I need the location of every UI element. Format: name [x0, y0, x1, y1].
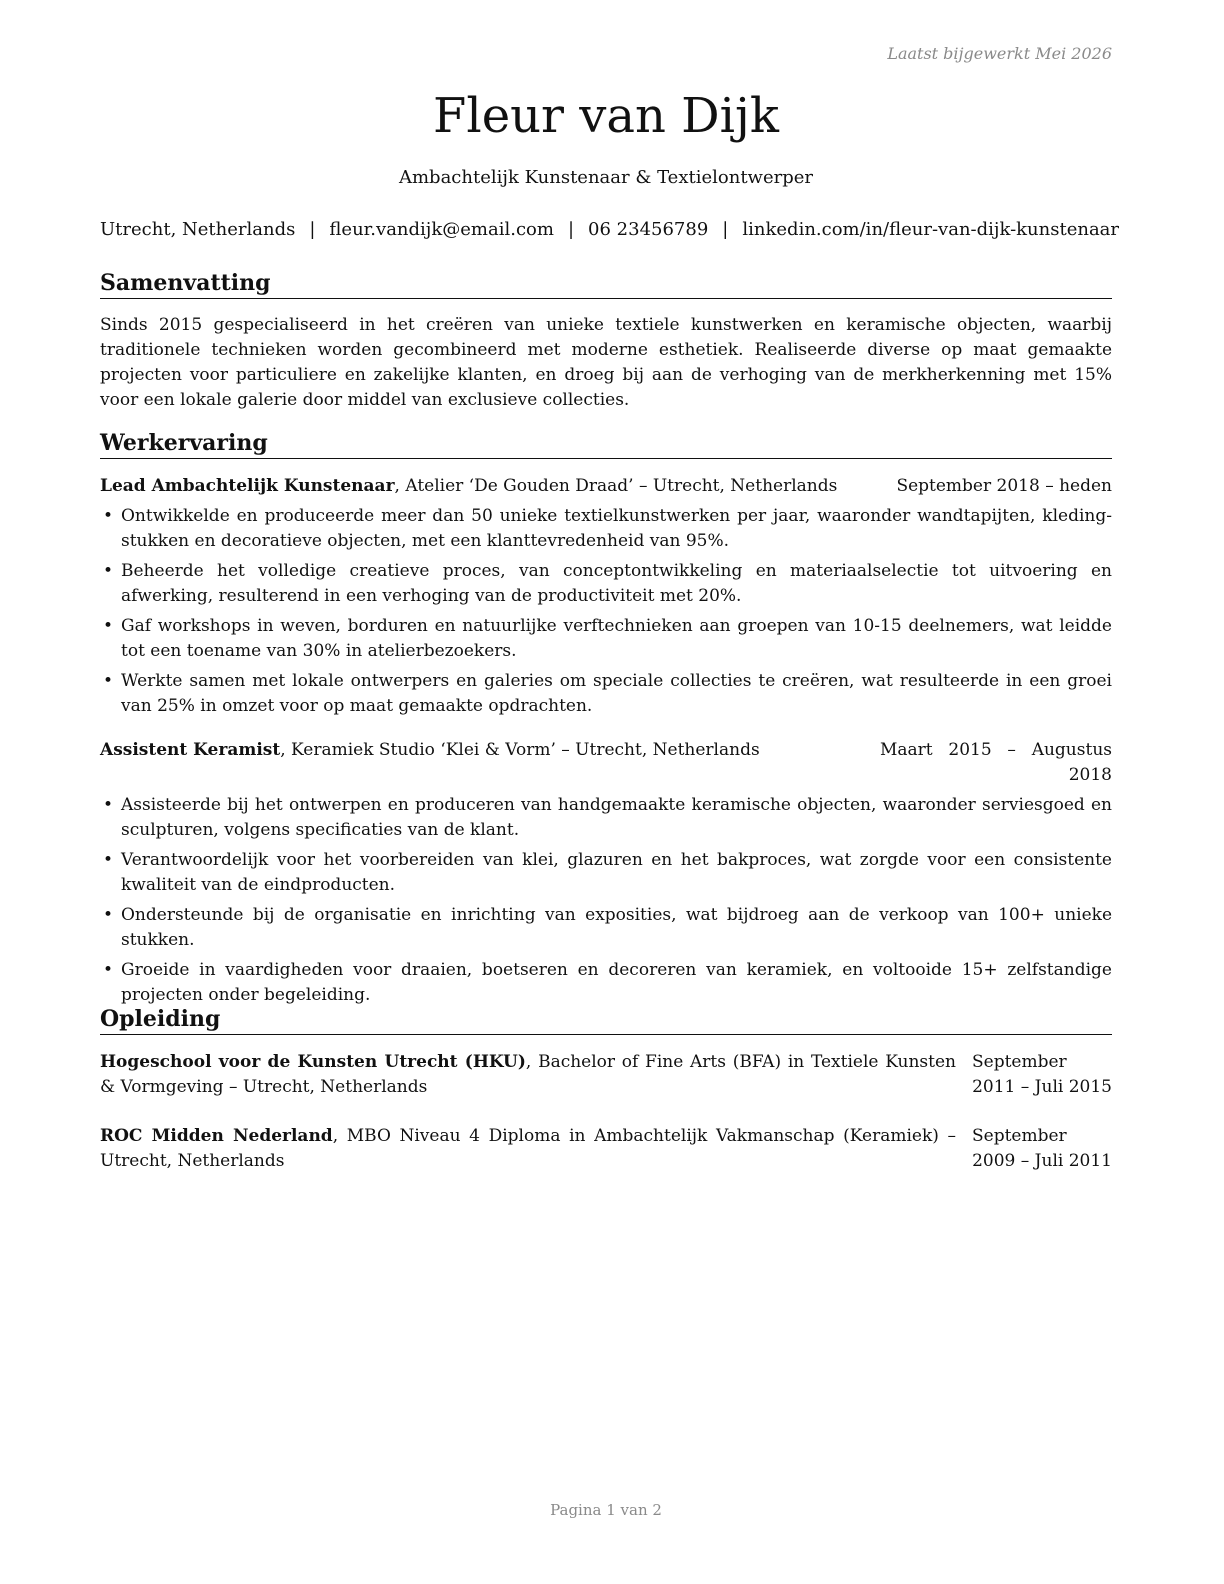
bullet-icon: • — [103, 671, 114, 691]
page-number: Pagina 1 van 2 — [550, 1501, 662, 1519]
summary-text: Sinds 2015 gespecialiseerd in het creëren van unieke textiele kunstwerken en keramische objecten, waarbij traditionele technieken worden gecombineerd met moderne esthetiek. Realiseerde diverse op maat gemaakte projecten voor particuliere en zakelijke klanten, en droeg bij aan de verhoging van de merkherkenning met 15% voor een lokale galerie door middel van exclusieve collecties. — [100, 315, 1112, 410]
job-bullets — [100, 504, 1112, 719]
contact-linkedin[interactable]: linkedin.com/in/fleur-van-dijk-kunstenaar — [742, 219, 1120, 240]
contact-line — [100, 219, 1120, 240]
bullet-icon: • — [103, 506, 114, 526]
education-school: ROC Midden Nederland — [100, 1126, 333, 1146]
list-item: • Assisteerde bij het ontwerpen en produceren van handgemaakte keramische objecten, waaronder serviesgoed en sculpturen, volgens specificaties van de klant. — [103, 795, 1112, 840]
contact-email[interactable]: fleur.vandijk@email.com — [329, 219, 554, 240]
bullet-icon: • — [103, 795, 114, 815]
job-organization: , Keramiek Studio ‘Klei & Vorm’ – Utrecht, Netherlands — [280, 740, 760, 760]
last-updated: Laatst bijgewerkt Mei 2026 — [887, 44, 1112, 63]
list-item: • Ondersteunde bij de organisatie en inrichting van exposities, wat bijdroeg aan de verkoop van 100+ unieke stukken. — [103, 905, 1112, 950]
bullet-icon: • — [103, 616, 114, 636]
education-section — [100, 1006, 1112, 1174]
section-title-experience: Werkervaring — [100, 430, 1112, 459]
candidate-subtitle: Ambachtelijk Kunstenaar & Textielontwerper — [398, 167, 813, 188]
section-title-education: Opleiding — [100, 1006, 1112, 1035]
job-organization: , Atelier ‘De Gouden Draad’ – Utrecht, Netherlands — [394, 476, 838, 496]
education-degree: , MBO Niveau 4 Diploma in Ambachtelijk Vakmanschap (Keramiek) – Utrecht, Netherlands — [100, 1126, 957, 1171]
experience-section — [100, 430, 1112, 1013]
job-role: Assistent Keramist — [100, 740, 281, 760]
job-role: Lead Ambachtelijk Kunstenaar — [100, 476, 395, 496]
contact-separator: | — [722, 219, 729, 240]
list-item: • Groeide in vaardigheden voor draaien, boetseren en decoreren van keramiek, en voltooide 15+ zelfstandige projecten onder begeleiding. — [103, 960, 1112, 1005]
contact-separator: | — [567, 219, 575, 240]
job-bullets — [100, 793, 1112, 1008]
list-item: • Ontwikkelde en produceerde meer dan 50 unieke textielkunstwerken per jaar, waaronder wandtapijten, kledingstukken en decoratieve objecten, met een klanttevredenheid van 95%. — [103, 506, 1112, 551]
list-item: • Verantwoordelijk voor het voorbereiden van klei, glazuren en het bakproces, wat zorgde voor een consistente kwaliteit van de eindproducten. — [103, 850, 1112, 895]
list-item: • Beheerde het volledige creatieve proces, van conceptontwikkeling en materiaalselectie tot uitvoering en afwerking, resulterend in een verhoging van de productiviteit met 20%. — [103, 561, 1112, 606]
section-title-summary: Samenvatting — [100, 270, 1112, 299]
contact-separator: | — [309, 219, 316, 240]
job-entry — [100, 474, 1112, 719]
job-header — [100, 738, 1112, 788]
job-header — [100, 474, 1112, 499]
bullet-icon: • — [103, 561, 114, 581]
education-entry — [100, 1124, 1112, 1174]
contact-location: Utrecht, Netherlands — [100, 219, 296, 240]
bullet-icon: • — [103, 960, 114, 980]
bullet-icon: • — [103, 905, 114, 925]
resume-page — [100, 0, 1120, 1584]
education-dates: September 2011 – Juli 2015 — [972, 1052, 1112, 1097]
list-item: • Werkte samen met lokale ontwerpers en galeries om speciale collecties te creëren, wat resulteerde in een groei van 25% in omzet voor op maat gemaakte opdrachten. — [103, 671, 1112, 716]
education-entry — [100, 1050, 1112, 1100]
contact-phone: 06 23456789 — [588, 219, 709, 240]
job-dates: Maart 2015 – Augustus 2018 — [880, 740, 1112, 785]
summary-section — [100, 270, 1112, 413]
list-item: • Gaf workshops in weven, borduren en natuurlijke verftechnieken aan groepen van 10-15 deelnemers, wat leidde tot een toename van 30% in atelierbezoekers. — [103, 616, 1112, 661]
education-school: Hogeschool voor de Kunsten Utrecht (HKU) — [100, 1052, 526, 1072]
bullet-icon: • — [103, 850, 114, 870]
education-dates: September 2009 – Juli 2011 — [972, 1126, 1112, 1171]
education-degree: , Bachelor of Fine Arts (BFA) in Textiele Kunsten & Vormgeving – Utrecht, Netherlands — [100, 1052, 956, 1097]
candidate-name: Fleur van Dijk — [433, 88, 779, 144]
job-dates: September 2018 – heden — [896, 476, 1112, 496]
job-entry — [100, 738, 1112, 1008]
